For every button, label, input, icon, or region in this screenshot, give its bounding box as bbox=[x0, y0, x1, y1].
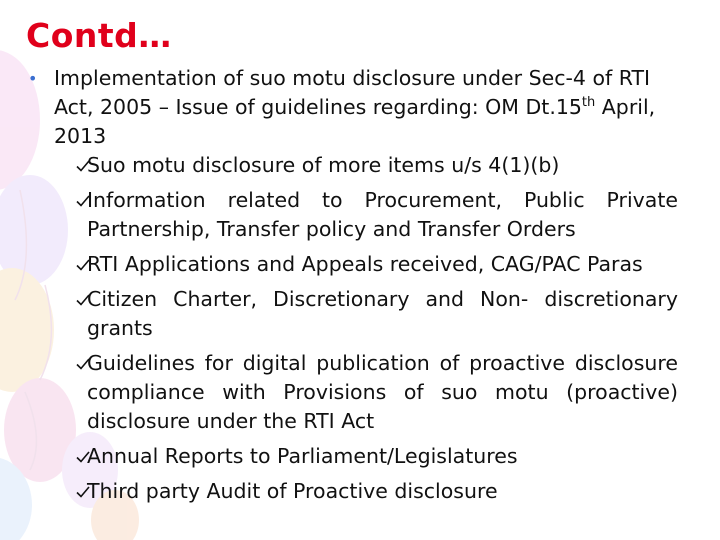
list-item bbox=[76, 285, 678, 343]
checklist bbox=[76, 151, 678, 506]
checkmark-icon bbox=[76, 442, 87, 471]
checkmark-icon bbox=[76, 250, 87, 279]
list-item bbox=[76, 477, 678, 506]
main-bullet-text bbox=[54, 64, 678, 151]
list-item-text: Third party Audit of Proactive disclosure bbox=[87, 479, 498, 503]
list-item-text: Information related to Procurement, Public Private Partnership, Transfer policy and Transfer Orders bbox=[87, 188, 678, 241]
list-item bbox=[76, 442, 678, 471]
checkmark-icon bbox=[76, 285, 87, 343]
list-item bbox=[76, 186, 678, 244]
list-item bbox=[76, 349, 678, 436]
list-item bbox=[76, 250, 678, 279]
slide-content bbox=[28, 64, 678, 506]
list-item-text: Guidelines for digital publication of proactive disclosure compliance with Provisions of suo motu (proactive) disclosure under the RTI Act bbox=[87, 351, 678, 433]
list-item-text: Suo motu disclosure of more items u/s 4(1)(b) bbox=[87, 153, 560, 177]
main-bullet-text-part: Implementation of suo motu disclosure under Sec-4 of RTI Act, 2005 – Issue of guidelines regarding: OM Dt.15 bbox=[54, 66, 651, 119]
list-item-text: Citizen Charter, Discretionary and Non- discretionary grants bbox=[87, 287, 678, 340]
slide-title: Contd… bbox=[26, 16, 172, 55]
list-item bbox=[76, 151, 678, 180]
checkmark-icon bbox=[76, 349, 87, 436]
list-item-text: RTI Applications and Appeals received, CAG/PAC Paras bbox=[87, 252, 643, 276]
checkmark-icon bbox=[76, 151, 87, 180]
ordinal-superscript: th bbox=[581, 95, 596, 111]
checkmark-icon bbox=[76, 186, 87, 244]
list-item-text: Annual Reports to Parliament/Legislatures bbox=[87, 444, 518, 468]
main-bullet bbox=[28, 64, 678, 151]
bullet-dot-icon: • bbox=[28, 69, 38, 88]
main-bullet-text-end: April, 2013 bbox=[54, 95, 656, 148]
checkmark-icon bbox=[76, 477, 87, 506]
